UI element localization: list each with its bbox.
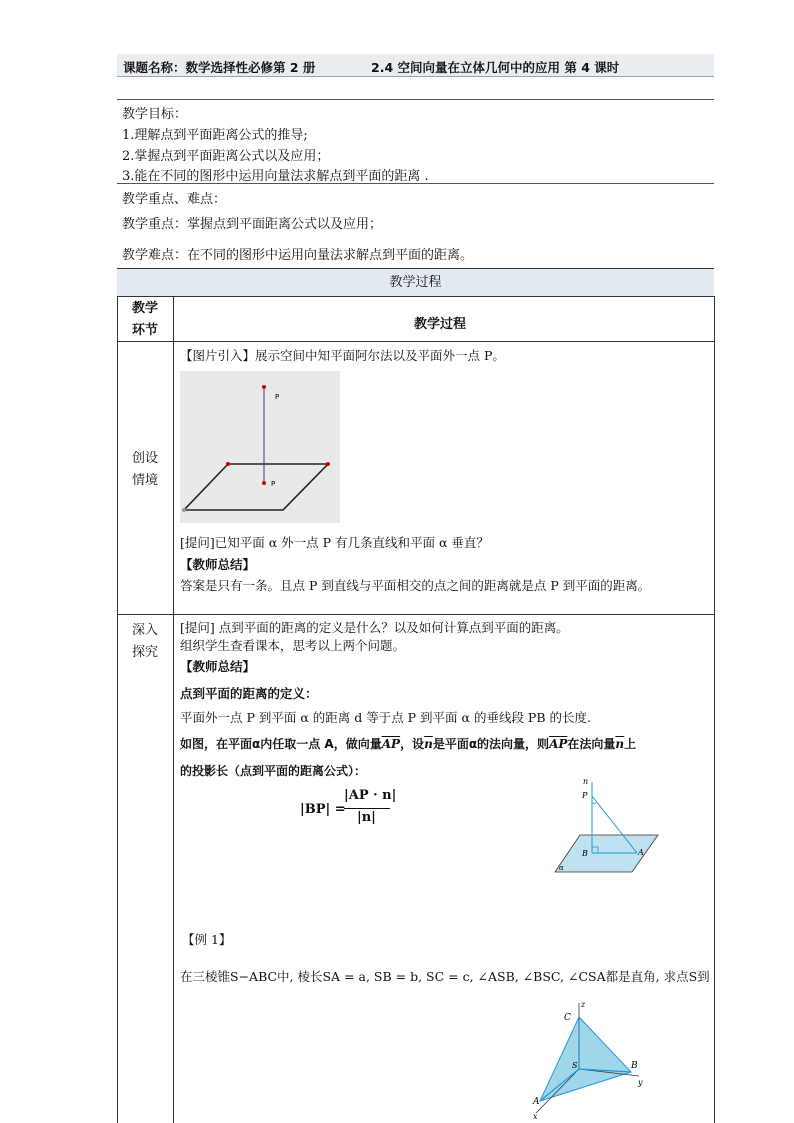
table-border bbox=[117, 296, 118, 1123]
row2-label-line: 探究 bbox=[131, 645, 158, 660]
goal-item: 3.能在不同的图形中运用向量法求解点到平面的距离 . bbox=[122, 169, 429, 184]
distance-formula bbox=[300, 788, 410, 828]
label-n: n bbox=[583, 777, 589, 786]
label-alpha: α bbox=[559, 864, 564, 872]
table-border bbox=[117, 341, 714, 342]
method-part: 上 bbox=[624, 737, 637, 751]
col1-header-line: 环节 bbox=[131, 323, 158, 338]
point-marker bbox=[226, 462, 230, 466]
keypoints-focus: 教学重点：掌握点到平面距离公式以及应用； bbox=[122, 217, 383, 232]
col2-header: 教学过程 bbox=[414, 317, 467, 332]
point-marker bbox=[182, 508, 186, 512]
label-p: P bbox=[582, 791, 588, 800]
goal-item: 1.理解点到平面距离公式的推导; bbox=[122, 128, 308, 143]
face-abc bbox=[540, 1017, 631, 1101]
method-text bbox=[180, 735, 636, 752]
point-marker bbox=[326, 462, 330, 466]
row2-organize: 组织学生查看课本，思考以上两个问题。 bbox=[180, 638, 406, 653]
method-part: 如图，在平面α内任取一点 A，做向量 bbox=[180, 737, 382, 751]
figure-background bbox=[180, 371, 340, 523]
method-line2: 的投影长（点到平面的距离公式）： bbox=[180, 764, 367, 778]
point-marker bbox=[262, 481, 266, 485]
method-part: 在法向量 bbox=[567, 737, 616, 751]
picture-intro: 【图片引入】展示空间中知平面阿尔法以及平面外一点 P。 bbox=[180, 348, 505, 363]
divider bbox=[117, 99, 714, 100]
label-b: B bbox=[631, 1061, 638, 1071]
label-b: B bbox=[582, 849, 588, 858]
table-border bbox=[117, 614, 714, 615]
label-s: S bbox=[572, 1061, 578, 1070]
process-section-bar: 教学过程 bbox=[117, 268, 714, 297]
formula-denominator: |n| bbox=[357, 810, 376, 825]
example-title: 【例 1】 bbox=[182, 932, 232, 947]
method-part: ，设 bbox=[400, 737, 425, 751]
formula-lhs: |BP| = bbox=[300, 802, 346, 817]
definition-title: 点到平面的距离的定义： bbox=[180, 686, 318, 701]
vector-ap: $\overline{AP}$ bbox=[381, 737, 401, 751]
row2-question: [提问] 点到平面的距离的定义是什么？以及如何计算点到平面的距离。 bbox=[180, 620, 569, 635]
keypoints-difficulty: 教学难点：在不同的图形中运用向量法求解点到平面的距离。 bbox=[122, 248, 474, 263]
divider bbox=[117, 183, 714, 184]
course-title: 课题名称：数学选择性必修第 2 册 bbox=[123, 60, 316, 75]
row1-label bbox=[118, 448, 172, 492]
vector-ap: $\overline{AP}$ bbox=[549, 737, 568, 751]
table-border bbox=[173, 296, 174, 1123]
row2-label bbox=[118, 620, 172, 664]
fraction-bar bbox=[344, 808, 390, 809]
point-label-p: P bbox=[271, 480, 276, 488]
definition-text: 平面外一点 P 到平面 α 的距离 d 等于点 P 到平面 α 的垂线段 PB 的长度. bbox=[180, 710, 591, 725]
goals-title: 教学目标： bbox=[122, 107, 188, 122]
row1-question: [提问]已知平面 α 外一点 P 有几条直线和平面 α 垂直？ bbox=[180, 535, 489, 550]
label-z: z bbox=[581, 1000, 586, 1009]
angle-arc bbox=[592, 802, 597, 803]
label-y: y bbox=[638, 1078, 643, 1087]
method-part: 是平面α的法向量，则 bbox=[432, 737, 550, 751]
table-border bbox=[714, 296, 715, 1123]
distance-figure bbox=[550, 776, 665, 876]
formula-numerator: |AP · n| bbox=[344, 788, 397, 803]
label-x: x bbox=[533, 1112, 538, 1121]
example-text: 在三棱锥S−ABC中, 棱长SA = a, SB = b, SC = c, ∠ASB, ∠BSC, ∠CSA都是直角, 求点S到 bbox=[180, 969, 710, 984]
row1-label-line: 创设 bbox=[131, 451, 158, 466]
lesson-header bbox=[117, 54, 714, 77]
row1-summary-title: 【教师总结】 bbox=[180, 557, 256, 572]
label-a: A bbox=[533, 1097, 540, 1107]
keypoints-title: 教学重点、难点： bbox=[122, 192, 227, 207]
tetrahedron-figure bbox=[528, 998, 658, 1123]
row2-label-line: 深入 bbox=[131, 623, 158, 638]
point-label-p: P bbox=[275, 393, 280, 401]
point-marker bbox=[262, 385, 266, 389]
col1-header bbox=[118, 298, 172, 342]
row1-summary: 答案是只有一条。且点 P 到直线与平面相交的点之间的距离就是点 P 到平面的距离。 bbox=[180, 578, 651, 593]
vector-n: $\overline{n}$ bbox=[424, 737, 433, 751]
col1-header-line: 教学 bbox=[131, 301, 158, 316]
label-a: A bbox=[638, 848, 644, 857]
label-c: C bbox=[564, 1013, 571, 1023]
plane-point-figure bbox=[180, 371, 340, 523]
goal-item: 2.掌握点到平面距离公式以及应用； bbox=[122, 149, 330, 164]
row2-summary-title: 【教师总结】 bbox=[180, 659, 256, 674]
row1-label-line: 情境 bbox=[131, 473, 158, 488]
vector-n: $\overline{n}$ bbox=[615, 737, 625, 751]
lesson-title: 2.4 空间向量在立体几何中的应用 第 4 课时 bbox=[371, 60, 620, 75]
